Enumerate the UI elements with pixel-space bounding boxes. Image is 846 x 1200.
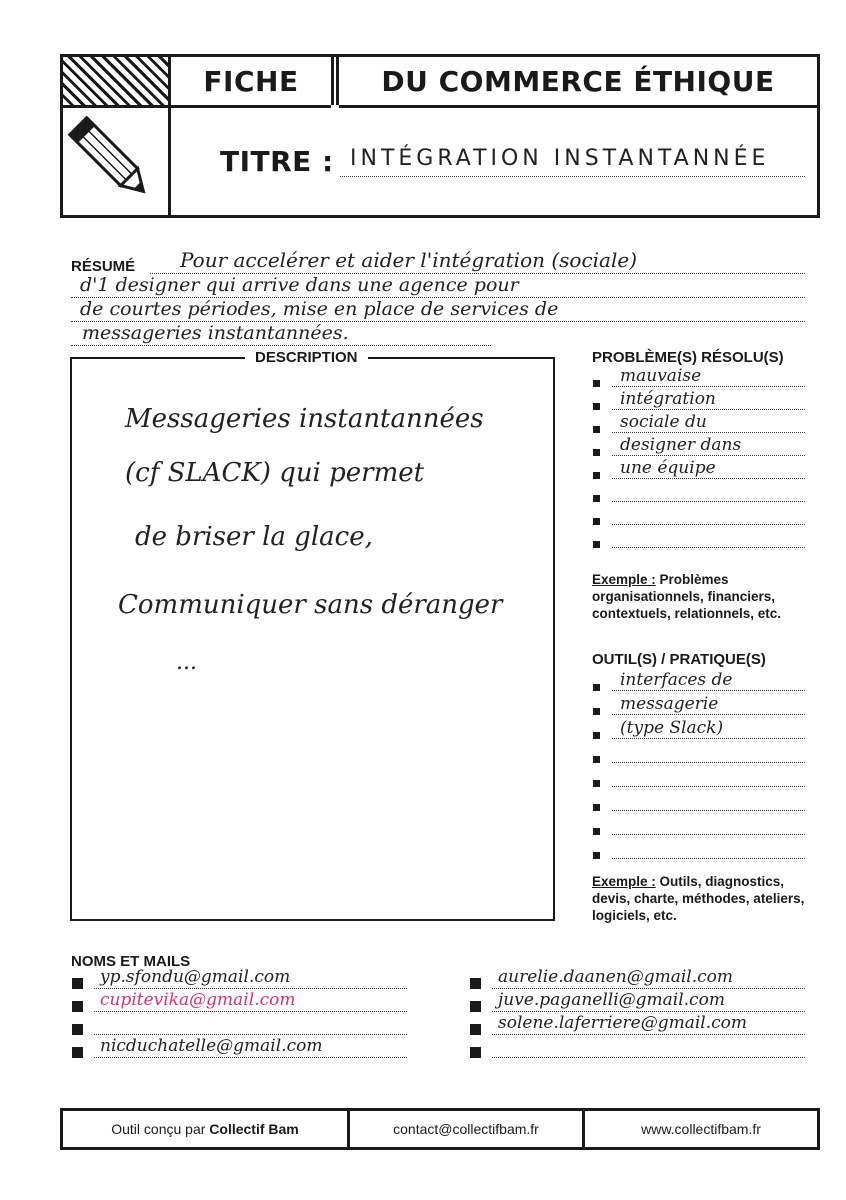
outils-label: OUTIL(S) / PRATIQUE(S) (592, 651, 766, 668)
noms-bullet (470, 1024, 481, 1035)
noms-line (492, 988, 805, 989)
resume-text-2: d'1 designer qui arrive dans une agence pour (80, 274, 519, 296)
outils-line (612, 738, 805, 739)
noms-bullet (470, 978, 481, 989)
noms-bullet (72, 1024, 83, 1035)
outils-bullet (593, 756, 600, 763)
noms-email: cupitevika@gmail.com (100, 990, 296, 1010)
outils-bullet (593, 852, 600, 859)
commerce-cell (339, 57, 817, 108)
description-label: DESCRIPTION (245, 349, 368, 366)
problemes-line (612, 524, 805, 525)
problemes-line (612, 432, 805, 433)
problemes-line (612, 386, 805, 387)
description-text-5: ... (176, 650, 197, 675)
problemes-item: une équipe (620, 458, 716, 478)
problemes-bullet (593, 495, 600, 502)
problemes-bullet (593, 380, 600, 387)
problemes-line (612, 455, 805, 456)
outils-exemple (592, 873, 812, 924)
problemes-item: designer dans (620, 435, 742, 455)
noms-line (492, 1034, 805, 1035)
problemes-item: intégration (620, 389, 716, 409)
noms-email: solene.laferriere@gmail.com (498, 1013, 748, 1033)
outils-item: interfaces de (620, 670, 733, 690)
problemes-label: PROBLÈME(S) RÉSOLU(S) (592, 349, 784, 366)
outils-exemple-label: Exemple : (592, 874, 656, 889)
problemes-bullet (593, 403, 600, 410)
titre-value: INTÉGRATION INSTANTANNÉE (350, 146, 770, 171)
outils-line (612, 786, 805, 787)
problemes-bullet (593, 472, 600, 479)
noms-line (94, 1034, 407, 1035)
outils-line (612, 810, 805, 811)
outils-exemple-text: Outils, diagnostics, devis, charte, méthodes, ateliers, logiciels, etc. (592, 874, 805, 923)
footer-website[interactable]: www.collectifbam.fr (641, 1121, 761, 1137)
resume-text-1: Pour accelérer et aider l'intégration (sociale) (180, 248, 638, 272)
noms-email: yp.sfondu@gmail.com (100, 967, 291, 987)
outils-bullet (593, 780, 600, 787)
noms-email: juve.paganelli@gmail.com (498, 990, 725, 1010)
outils-line (612, 690, 805, 691)
noms-line (492, 1057, 805, 1058)
noms-bullet (72, 1001, 83, 1012)
problemes-line (612, 547, 805, 548)
problemes-bullet (593, 449, 600, 456)
description-text-1: Messageries instantannées (125, 404, 484, 434)
outils-bullet (593, 708, 600, 715)
noms-line (492, 1011, 805, 1012)
description-text-3: de briser la glace, (135, 522, 373, 552)
problemes-bullet (593, 541, 600, 548)
pencil-cell (63, 108, 171, 215)
noms-bullet (470, 1001, 481, 1012)
problemes-bullet (593, 518, 600, 525)
description-text-2: (cf SLACK) qui permet (125, 458, 425, 488)
noms-label: NOMS ET MAILS (71, 953, 191, 970)
footer-credit-prefix: Outil conçu par (111, 1121, 210, 1137)
noms-line (94, 1011, 407, 1012)
noms-bullet (72, 1047, 83, 1058)
problemes-bullet (593, 426, 600, 433)
fiche-cell (171, 57, 331, 108)
resume-text-4: messageries instantannées. (82, 322, 349, 344)
outils-bullet (593, 732, 600, 739)
outils-item: messagerie (620, 694, 719, 714)
noms-line (94, 988, 407, 989)
footer-credit (63, 1111, 350, 1147)
outils-line (612, 858, 805, 859)
noms-bullet (72, 978, 83, 989)
outils-item: (type Slack) (620, 718, 724, 738)
outils-bullet (593, 684, 600, 691)
outils-line (612, 834, 805, 835)
pencil-icon (63, 108, 168, 215)
resume-line-4 (71, 345, 491, 346)
outils-line (612, 762, 805, 763)
header-divider (331, 57, 339, 105)
footer-frame (60, 1108, 820, 1150)
problemes-exemple-text: Problèmes organisationnels, financiers, contextuels, relationnels, etc. (592, 572, 782, 621)
noms-email: nicduchatelle@gmail.com (100, 1036, 323, 1056)
footer-contact[interactable]: contact@collectifbam.fr (350, 1111, 585, 1147)
description-text-4: Communiquer sans déranger (118, 590, 503, 620)
noms-line (94, 1057, 407, 1058)
outils-line (612, 714, 805, 715)
outils-bullet (593, 828, 600, 835)
problemes-line (612, 478, 805, 479)
problemes-exemple (592, 571, 812, 622)
noms-bullet (470, 1047, 481, 1058)
problemes-line (612, 409, 805, 410)
hatch-cell (63, 57, 171, 108)
noms-email: aurelie.daanen@gmail.com (498, 967, 734, 987)
problemes-item: sociale du (620, 412, 707, 432)
problemes-item: mauvaise (620, 366, 702, 386)
problemes-line (612, 501, 805, 502)
problemes-exemple-label: Exemple : (592, 572, 656, 587)
fiche-label: FICHE (203, 64, 299, 98)
titre-label: TITRE : (220, 145, 334, 178)
commerce-label: DU COMMERCE ÉTHIQUE (381, 64, 775, 98)
outils-bullet (593, 804, 600, 811)
description-box (70, 357, 555, 921)
resume-label: RÉSUMÉ (71, 258, 136, 275)
titre-line (340, 176, 805, 177)
footer-credit-bold: Collectif Bam (209, 1121, 299, 1137)
resume-text-3: de courtes périodes, mise en place de services de (80, 298, 559, 320)
